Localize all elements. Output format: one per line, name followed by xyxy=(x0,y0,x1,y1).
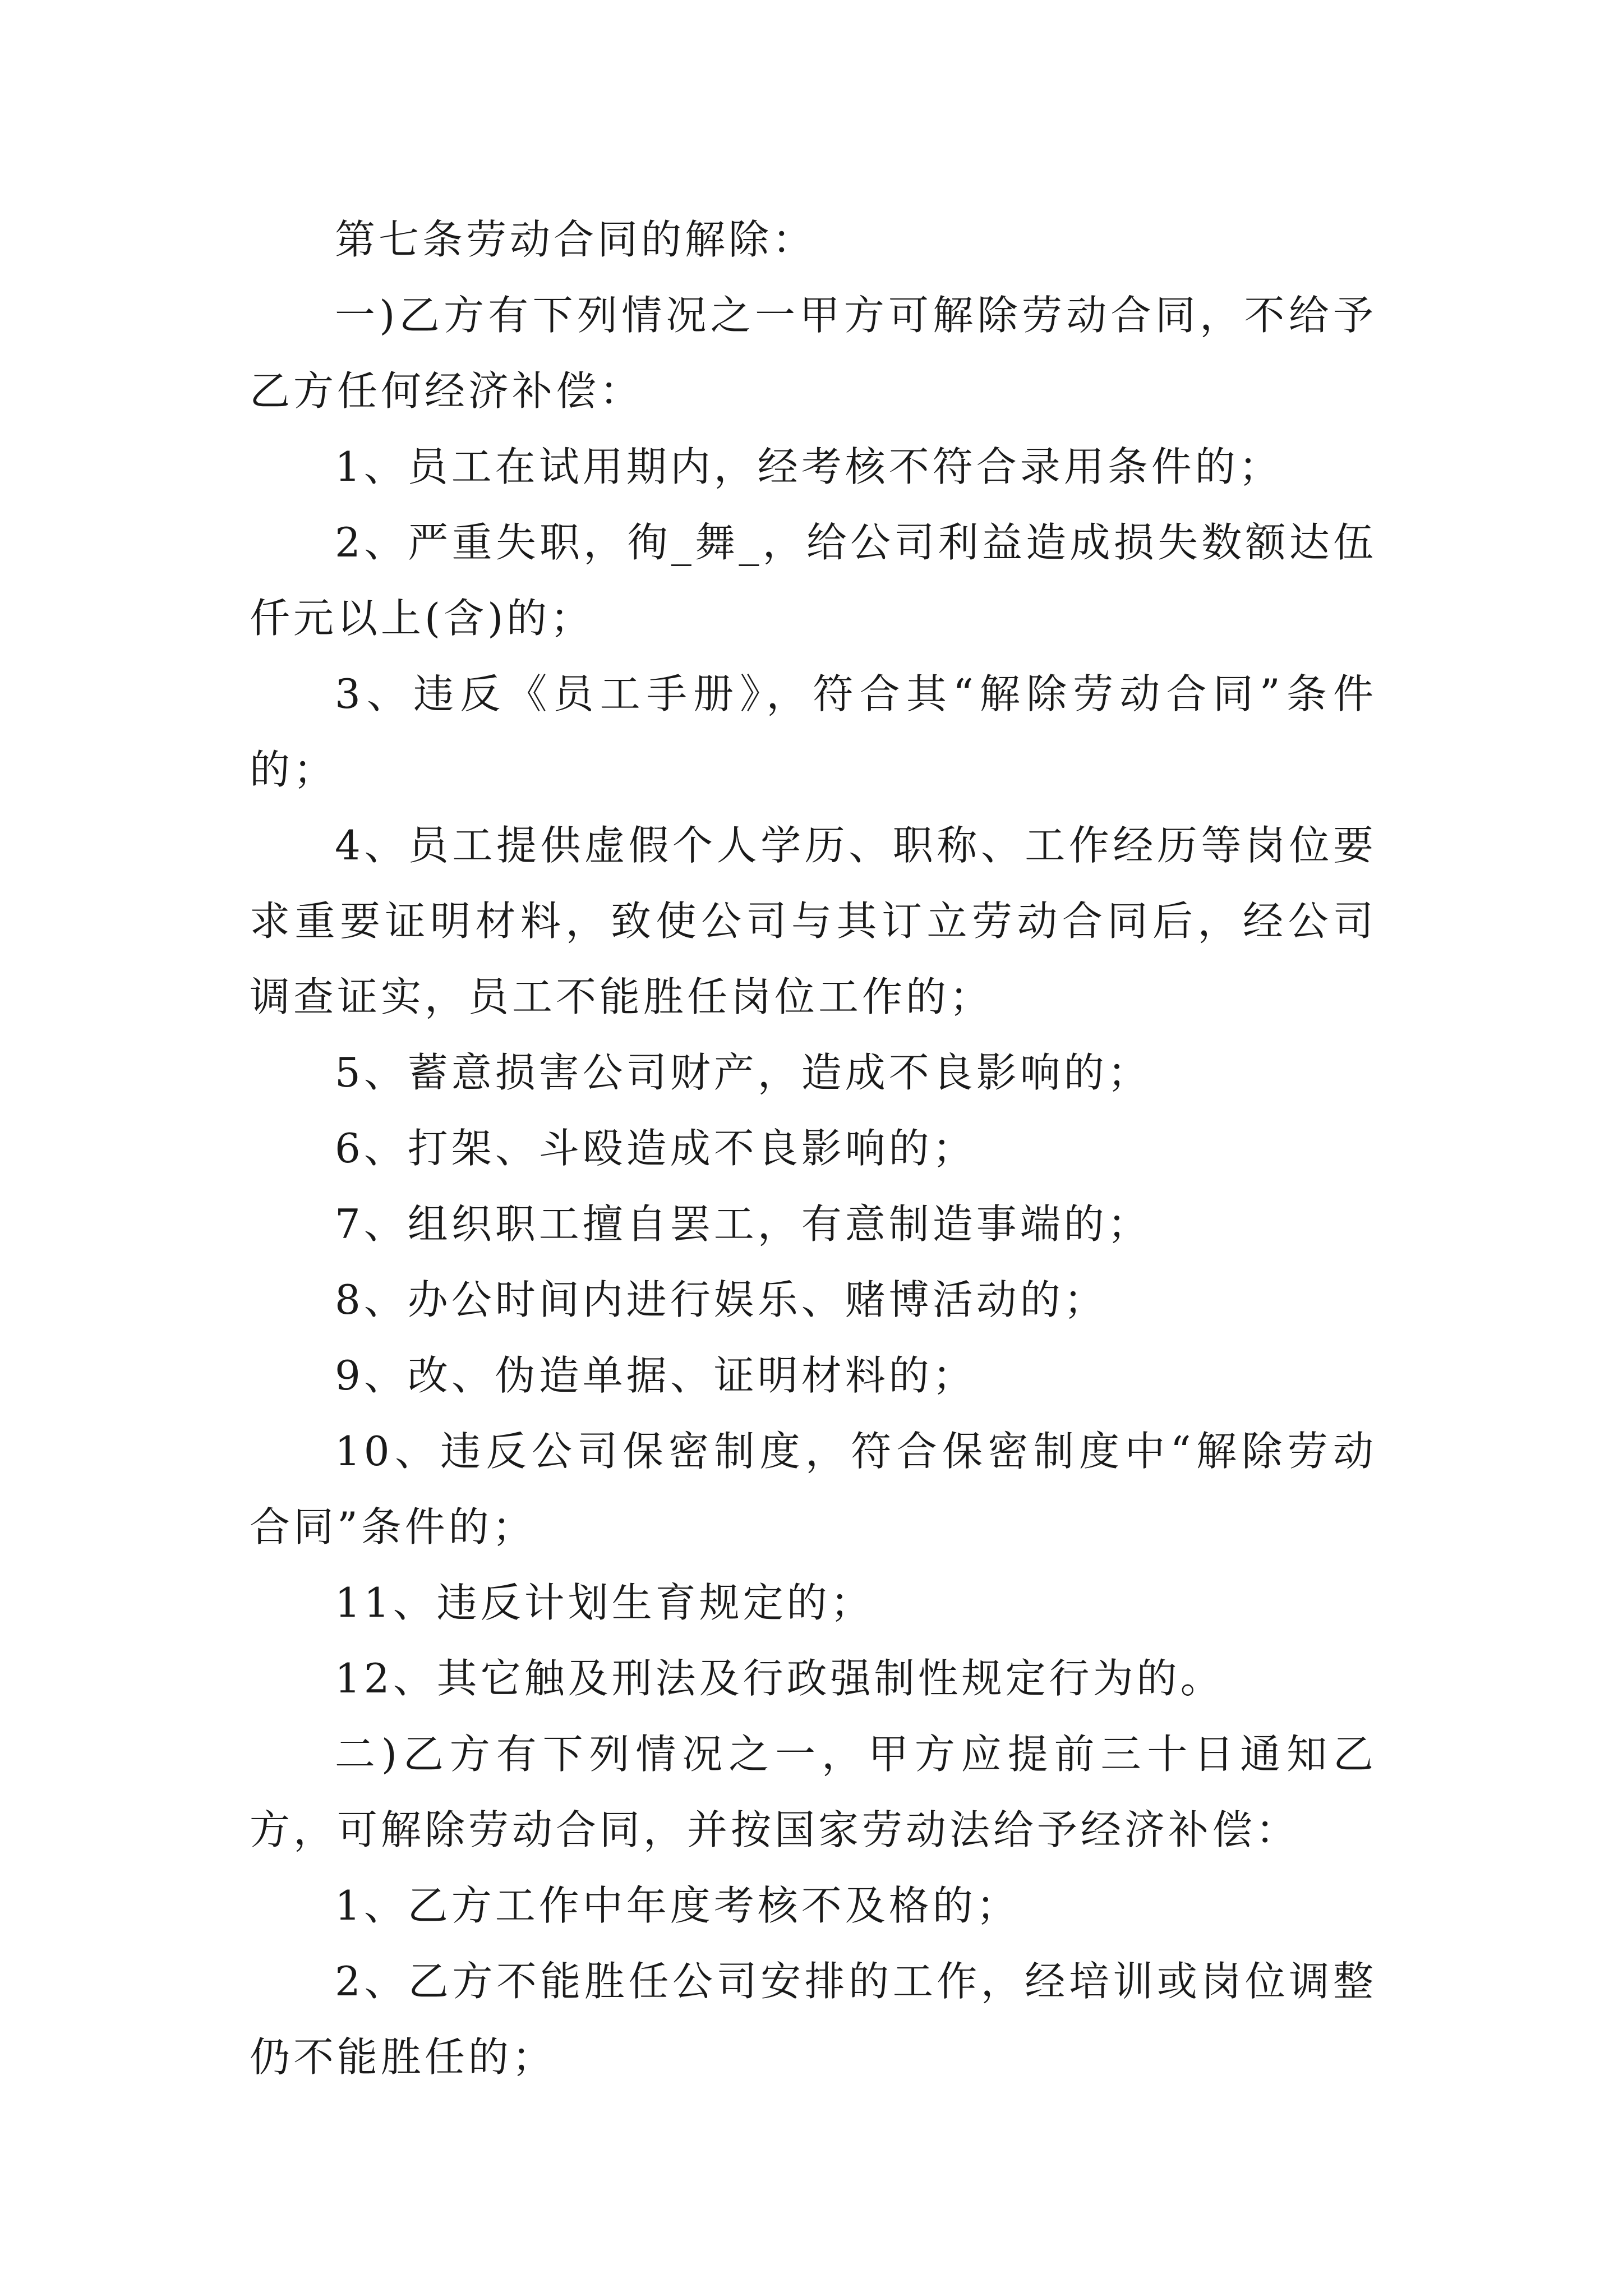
clause-item: 11、违反计划生育规定的； xyxy=(335,1579,874,1626)
clause-item: 5、蓄意损害公司财产，造成不良影响的； xyxy=(335,1049,1151,1096)
clause-item: 1、员工在试用期内，经考核不符合录用条件的； xyxy=(335,443,1283,490)
document-body xyxy=(250,202,1377,2095)
clause-item: 3、违反《员工手册》，符合其“解除劳动合同”条件的； xyxy=(250,670,1377,793)
clause-item: 12、其它触及刑法及行政强制性规定行为的。 xyxy=(335,1655,1224,1702)
article-heading: 第七条劳动合同的解除： xyxy=(335,216,817,263)
section-one-intro: 一)乙方有下列情况之一甲方可解除劳动合同，不给予乙方任何经济补偿： xyxy=(250,292,1377,415)
clause-item: 6、打架、斗殴造成不良影响的； xyxy=(335,1125,976,1172)
clause-item: 1、乙方工作中年度考核不及格的； xyxy=(335,1882,1020,1929)
clause-item: 9、改、伪造单据、证明材料的； xyxy=(335,1352,976,1399)
section-two-intro: 二)乙方有下列情况之一，甲方应提前三十日通知乙方，可解除劳动合同，并按国家劳动法给予经济补偿： xyxy=(250,1731,1377,1853)
clause-item: 2、乙方不能胜任公司安排的工作，经培训或岗位调整仍不能胜任的； xyxy=(250,1958,1377,2081)
clause-item: 10、违反公司保密制度，符合保密制度中“解除劳动合同”条件的； xyxy=(250,1428,1377,1550)
clause-item: 8、办公时间内进行娱乐、赌博活动的； xyxy=(335,1276,1108,1323)
clause-item: 2、严重失职，徇_舞_，给公司利益造成损失数额达伍仟元以上(含)的； xyxy=(250,519,1377,642)
clause-item: 4、员工提供虚假个人学历、职称、工作经历等岗位要求重要证明材料，致使公司与其订立劳动合同后，经公司调查证实，员工不能胜任岗位工作的； xyxy=(250,822,1377,1020)
clause-item: 7、组织职工擅自罢工，有意制造事端的； xyxy=(335,1200,1151,1248)
